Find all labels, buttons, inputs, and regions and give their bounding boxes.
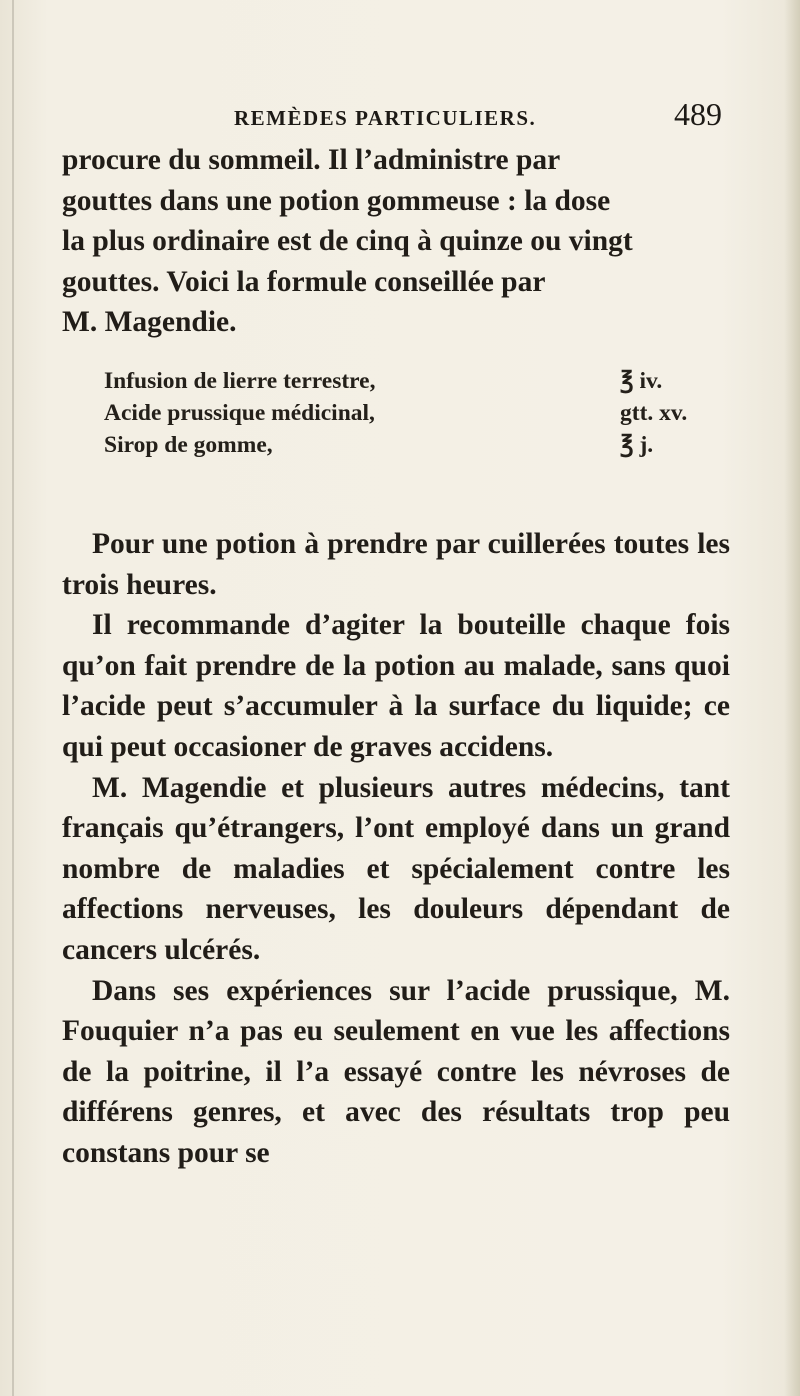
page-binding-edge <box>12 0 14 1396</box>
page-header <box>62 96 722 136</box>
page-right-edge-shadow <box>784 0 800 1396</box>
formula-quantity: ℥ iv. <box>620 368 663 394</box>
formula-ingredient: Infusion de lierre terrestre, <box>104 368 376 394</box>
formula-quantity: gtt. xv. <box>620 400 688 426</box>
text-line: procure du sommeil. Il l’administre par <box>62 144 561 176</box>
text-line: gouttes dans une potion gommeuse : la dose <box>62 184 611 217</box>
formula-ingredient: Acide prussique médicinal, <box>104 400 375 426</box>
text-line: la plus ordinaire est de cinq à quinze ou vingt <box>62 225 633 258</box>
running-head: REMÈDES PARTICULIERS. <box>234 106 537 130</box>
page-number: 489 <box>674 96 722 132</box>
formula-row <box>104 429 724 461</box>
text-block-after-formula <box>62 524 730 1174</box>
paragraph: Dans ses expériences sur l’acide prussique, M. Fouquier n’a pas eu seulement en vue les affections de la poitrine, il l’a essayé contre les névroses de différens genres, et avec des résultats trop peu constans pour se <box>62 974 730 1169</box>
text-line: M. Magendie. <box>62 306 237 339</box>
formula-row <box>104 397 724 429</box>
formula-quantity: ℥ j. <box>620 432 654 458</box>
paragraph: Pour une potion à prendre par cuillerées toutes les trois heures. <box>62 528 730 601</box>
text-line: gouttes. Voici la formule conseillée par <box>62 265 546 298</box>
paragraph: Il recommande d’agiter la bouteille chaque fois qu’on fait prendre de la potion au malade, sans quoi l’acide peut s’accumuler à la surface du liquide; ce qui peut occasioner de graves accidens. <box>62 609 730 763</box>
formula-row <box>104 365 724 397</box>
prescription-formula <box>104 365 724 461</box>
paragraph: M. Magendie et plusieurs autres médecins, tant français qu’étrangers, l’ont employé dans un grand nombre de maladies et spécialement contre les affections nerveuses, les douleurs dépendant de cancers ulcérés. <box>62 771 730 966</box>
formula-ingredient: Sirop de gomme, <box>104 432 273 458</box>
text-block-before-formula <box>62 140 730 343</box>
